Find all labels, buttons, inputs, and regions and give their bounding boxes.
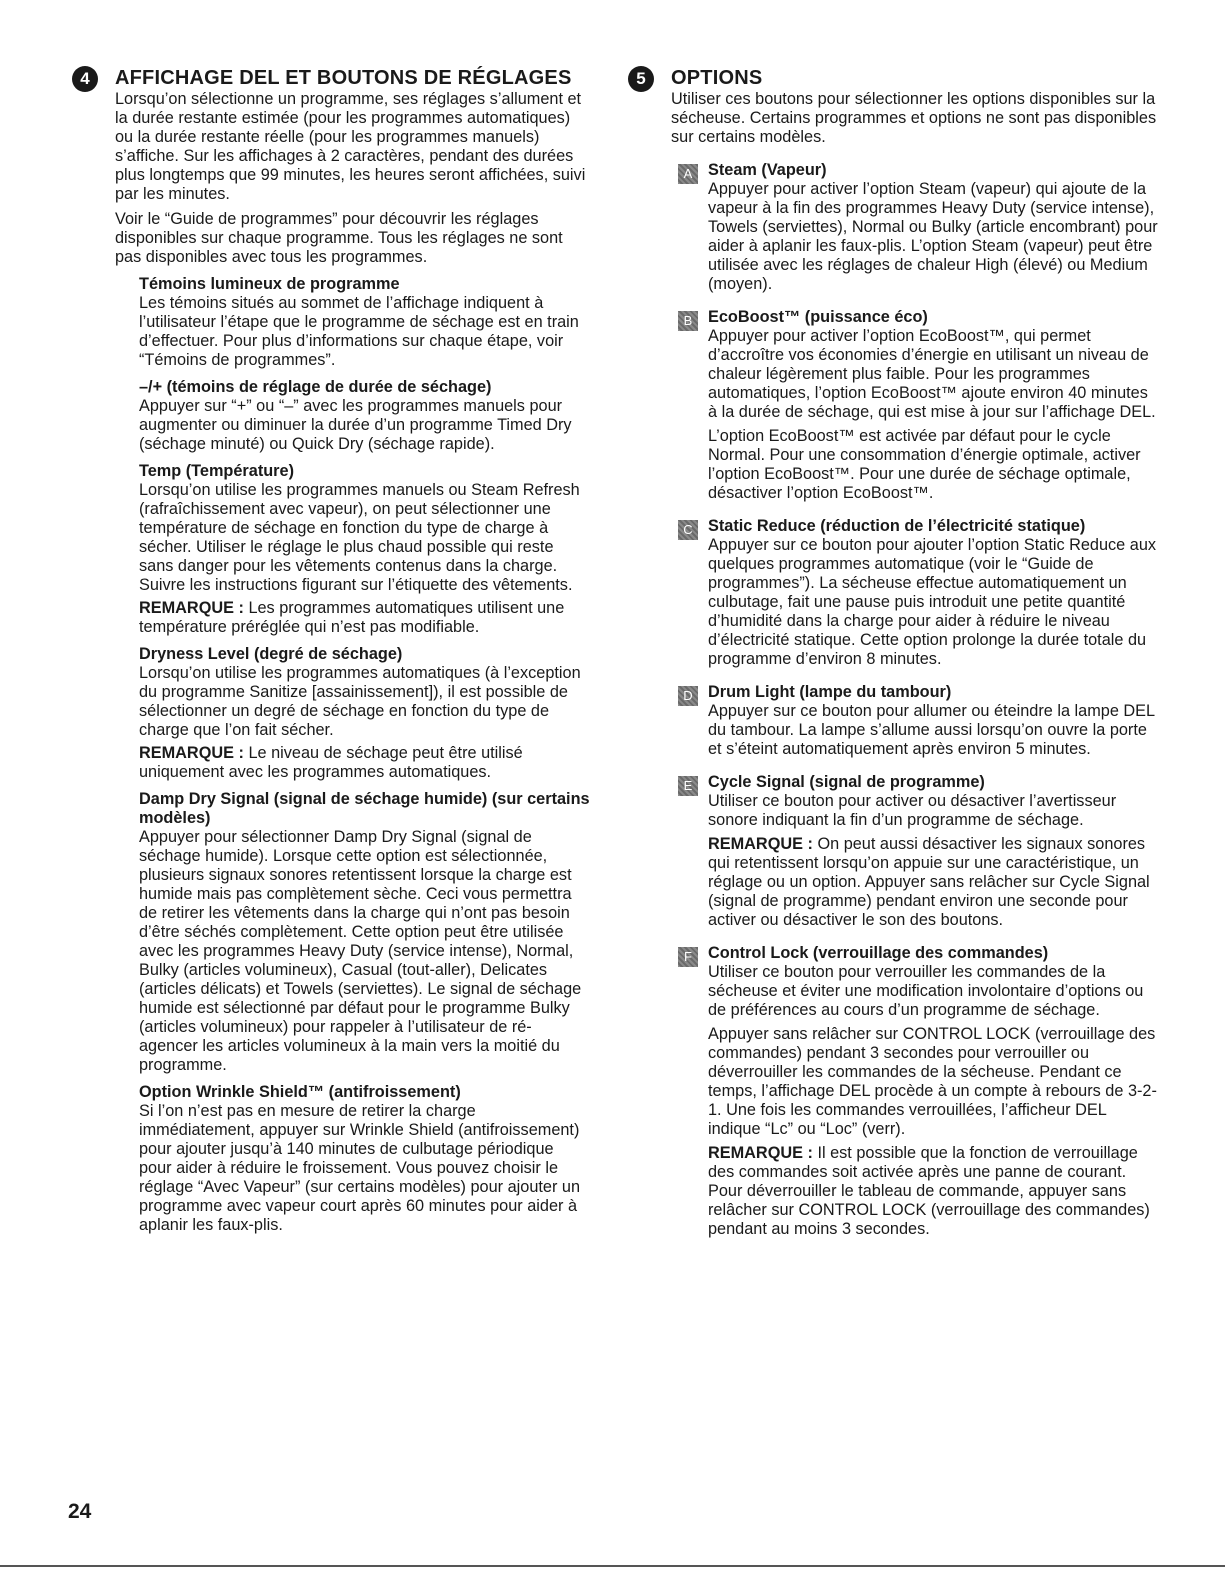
option-letter-badge: C — [678, 520, 698, 540]
setting-list — [68, 275, 590, 1235]
setting-description: Les témoins situés au sommet de l’affichage indiquent à l’utilisateur l’étape que le programme de séchage est en train d’effectuer. Pour plus d’informations sur chaque étape, voir “Témoins de programmes”. — [139, 294, 579, 369]
option-heading: EcoBoost™ (puissance éco) — [708, 308, 928, 326]
option-heading: Control Lock (verrouillage des commandes) — [708, 944, 1049, 962]
option-description: Appuyer pour activer l’option Steam (vapeur) qui ajoute de la vapeur à la fin des programmes Heavy Duty (service intense), Towels (serviettes), Normal ou Bulky (article encombrant) pour aider à aplanir les faux-plis. L’option Steam (vapeur) peut être utilisée avec les réglages de chaleur High (élevé) ou Medium (moyen). — [708, 180, 1158, 293]
option-description: Appuyer sans relâcher sur CONTROL LOCK (verrouillage des commandes) pendant 3 secondes pour verrouiller ou déverrouiller les commandes de la sécheuse. Pendant ce temps, l’affichage DEL procède à un compte à rebours de 3-2-1. Une fois les commandes verrouillées, l’afficheur DEL indique “Lc” ou “Loc” (verr). — [708, 1025, 1157, 1138]
setting-heading: Option Wrinkle Shield™ (antifroissement) — [139, 1083, 461, 1101]
note-text: Il est possible que la fonction de verrouillage des commandes soit activée après une panne de courant. Pour déverrouiller le tableau de commande, appuyer sans relâcher sur CONTROL LOCK (verrouillage des commandes) pendant au moins 3 secondes. — [708, 1144, 1150, 1238]
note-label: REMARQUE : — [708, 1144, 813, 1162]
note-paragraph — [708, 1144, 1159, 1239]
option-letter-badge: F — [678, 947, 698, 967]
note-label: REMARQUE : — [708, 835, 813, 853]
option-item — [624, 683, 1159, 759]
setting-item — [68, 645, 590, 782]
setting-description: Appuyer pour sélectionner Damp Dry Signal (signal de séchage humide). Lorsque cette option est sélectionnée, plusieurs signaux sonores retentissent lorsque la charge est humide mais pas complètement sèche. Ceci vous permettra de retirer les vêtements dans la charge qui n’ont pas besoin d’être séchés complètement. Cette option peut être utilisée avec les programmes Heavy Duty (service intense), Normal, Bulky (articles volumineux), Casual (tout-aller), Delicates (articles délicats) et Towels (serviettes). Le signal de séchage humide est sélectionné par défaut pour le programme Bulky (articles volumineux) pour rappeler à l’utilisateur de ré-agencer les articles volumineux à la main vers la moitié du programme. — [139, 828, 582, 1074]
setting-item — [68, 378, 590, 454]
option-item — [624, 161, 1159, 294]
option-description: L’option EcoBoost™ est activée par défaut pour le cycle Normal. Pour une consommation d’énergie optimale, activer l’option EcoBoost™. Pour une durée de séchage optimale, désactiver l’option EcoBoost™. — [708, 427, 1141, 502]
option-description: Appuyer pour activer l’option EcoBoost™, qui permet d’accroître vos économies d’énergie en utilisant un niveau de chaleur légèrement plus faible. Pour les programmes automatiques, l’option EcoBoost™ ajoute environ 40 minutes à la durée de séchage, qui est mise à jour sur l’affichage DEL. — [708, 327, 1156, 421]
option-letter-badge: A — [678, 164, 698, 184]
option-heading: Cycle Signal (signal de programme) — [708, 773, 985, 791]
option-item — [624, 944, 1159, 1239]
setting-item — [68, 790, 590, 1075]
section-number-badge: 5 — [628, 66, 654, 92]
option-heading: Steam (Vapeur) — [708, 161, 827, 179]
footer-rule — [0, 1565, 1225, 1567]
option-description: Appuyer sur ce bouton pour ajouter l’option Static Reduce aux quelques programmes automatique (voir le “Guide de programmes”). La sécheuse effectue automatiquement un culbutage, fait une pause puis introduit une petite quantité d’humidité dans la charge pour aider à réduire le niveau d’électricité statique. Cette option prolonge la durée totale du programme d’environ 8 minutes. — [708, 536, 1157, 668]
option-item — [624, 773, 1159, 930]
option-description: Utiliser ce bouton pour verrouiller les commandes de la sécheuse et éviter une modification involontaire d’options ou de préférences au cours d’un programme de séchage. — [708, 963, 1144, 1019]
option-letter-badge: D — [678, 686, 698, 706]
option-item — [624, 517, 1159, 669]
section-display-settings — [68, 66, 590, 1239]
setting-item — [68, 462, 590, 637]
setting-heading: Témoins lumineux de programme — [139, 275, 400, 293]
section-title: OPTIONS — [671, 67, 763, 89]
option-item — [624, 308, 1159, 503]
note-paragraph — [708, 835, 1159, 930]
section-options — [624, 66, 1159, 1244]
option-heading: Static Reduce (réduction de l’électricité statique) — [708, 517, 1086, 535]
setting-heading: Damp Dry Signal (signal de séchage humide) (sur certains modèles) — [139, 790, 590, 827]
setting-description: Si l’on n’est pas en mesure de retirer la charge immédiatement, appuyer sur Wrinkle Shield (antifroissement) pour ajouter jusqu’à 140 minutes de culbutage périodique pour aider à réduire le froissement. Vous pouvez choisir le réglage “Avec Vapeur” (sur certains modèles) pour ajouter un programme avec vapeur court après 60 minutes pour aider à aplanir les faux-plis. — [139, 1102, 581, 1234]
note-paragraph — [139, 744, 590, 782]
setting-heading: Temp (Température) — [139, 462, 294, 480]
setting-description: Lorsqu’on utilise les programmes automatiques (à l’exception du programme Sanitize [assainissement]), il est possible de sélectionner un degré de séchage en fonction du type de charge que l’on fait sécher. — [139, 664, 581, 739]
option-description: Appuyer sur ce bouton pour allumer ou éteindre la lampe DEL du tambour. La lampe s’allume aussi lorsqu’on ouvre la porte et s’éteint automatiquement après environ 5 minutes. — [708, 702, 1155, 758]
setting-heading: –/+ (témoins de réglage de durée de séchage) — [139, 378, 492, 396]
setting-item — [68, 275, 590, 370]
note-text: Le niveau de séchage peut être utilisé uniquement avec les programmes automatiques. — [139, 744, 523, 781]
option-list — [624, 161, 1159, 1239]
setting-heading: Dryness Level (degré de séchage) — [139, 645, 403, 663]
note-label: REMARQUE : — [139, 744, 244, 762]
note-label: REMARQUE : — [139, 599, 244, 617]
option-heading: Drum Light (lampe du tambour) — [708, 683, 952, 701]
intro-paragraph: Utiliser ces boutons pour sélectionner les options disponibles sur la sécheuse. Certains programmes et options ne sont pas disponibles sur certains modèles. — [671, 90, 1157, 146]
section-header — [624, 66, 1159, 147]
setting-description: Appuyer sur “+” ou “–” avec les programmes manuels pour augmenter ou diminuer la durée d’un programme Timed Dry (séchage minuté) ou Quick Dry (séchage rapide). — [139, 397, 572, 453]
note-paragraph — [139, 599, 590, 637]
note-text: On peut aussi désactiver les signaux sonores qui retentissent lorsqu’on appuie sur une caractéristique, un réglage ou un option. Appuyer sans relâcher sur Cycle Signal (signal de programme) pendant environ une seconde pour activer ou désactiver le son des boutons. — [708, 835, 1150, 929]
section-number-badge: 4 — [72, 66, 98, 92]
setting-item — [68, 1083, 590, 1235]
intro-paragraph: Voir le “Guide de programmes” pour découvrir les réglages disponibles sur chaque programme. Tous les réglages ne sont pas disponibles avec tous les programmes. — [115, 210, 563, 266]
option-letter-badge: E — [678, 776, 698, 796]
section-title: AFFICHAGE DEL ET BOUTONS DE RÉGLAGES — [115, 67, 572, 89]
option-description: Utiliser ce bouton pour activer ou désactiver l’avertisseur sonore indiquant la fin d’un programme de séchage. — [708, 792, 1117, 829]
note-text: Les programmes automatiques utilisent une température préréglée qui n’est pas modifiable. — [139, 599, 565, 636]
intro-paragraph: Lorsqu’on sélectionne un programme, ses réglages s’allument et la durée restante estimée (pour les programmes automatiques) ou la durée restante réelle (pour les programmes manuels) s’affiche. Sur les affichages à 2 caractères, pendant des durées plus longtemps que 99 minutes, les heures seront affichées, suivi par les minutes. — [115, 90, 586, 203]
setting-description: Lorsqu’on utilise les programmes manuels ou Steam Refresh (rafraîchissement avec vapeur), on peut sélectionner une température de séchage en fonction du type de charge à sécher. Utiliser le réglage le plus chaud possible qui reste sans danger pour les vêtements contenus dans la charge. Suivre les instructions figurant sur l’étiquette des vêtements. — [139, 481, 580, 594]
section-header — [68, 66, 590, 267]
page-number: 24 — [68, 1500, 92, 1523]
option-letter-badge: B — [678, 311, 698, 331]
